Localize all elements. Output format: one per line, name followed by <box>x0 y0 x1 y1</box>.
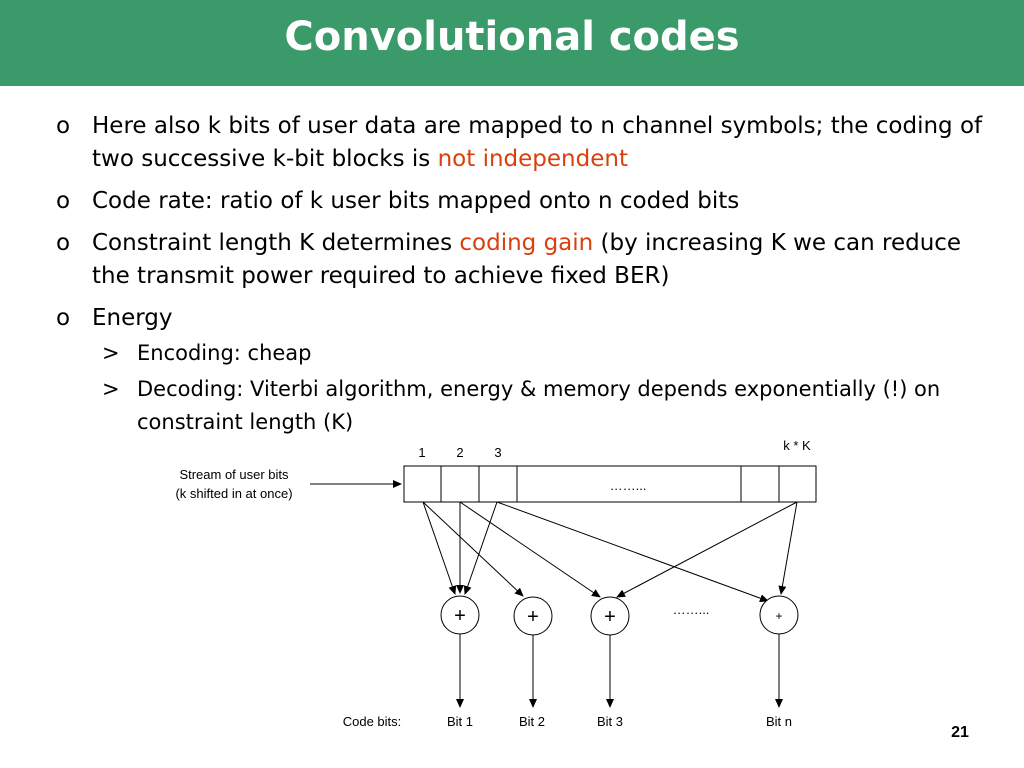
output-bit-label: Bit n <box>765 714 793 729</box>
highlight-text: not independent <box>437 146 628 172</box>
bullet-text: Energy <box>92 305 173 331</box>
adder-symbol: + <box>454 605 466 627</box>
adder-symbol: + <box>604 606 616 628</box>
code-bits-label: Code bits: <box>342 714 402 729</box>
slide-title: Convolutional codes <box>284 14 740 60</box>
cell-label-last: k * K <box>783 438 811 453</box>
bullet-text: Constraint length K determines <box>92 230 460 256</box>
bullet-text: Code rate: ratio of k user bits mapped onto n coded bits <box>92 188 740 214</box>
bullet-marker: o <box>56 305 71 331</box>
adder-symbol: + <box>775 609 783 623</box>
output-bit-label: Bit 2 <box>518 714 546 729</box>
cell-label-2: 2 <box>456 445 464 460</box>
sub-bullet-marker: > <box>102 377 120 401</box>
tap-line <box>423 502 455 594</box>
highlight-text: coding gain <box>459 230 594 256</box>
output-bit-label: Bit 3 <box>596 714 624 729</box>
tap-line <box>423 502 523 596</box>
bullet-text: Here also k bits of user data are mapped to n channel symbols; the coding of two successive k-bit blocks is <box>92 113 983 172</box>
sub-bullet-marker: > <box>102 341 120 365</box>
adder-ellipsis: ……... <box>672 602 710 617</box>
input-stream-sublabel: (k shifted in at once) <box>175 486 293 501</box>
bullet-marker: o <box>56 230 71 256</box>
cell-label-3: 3 <box>494 445 502 460</box>
output-bit-label: Bit 1 <box>446 714 474 729</box>
register-ellipsis: ……... <box>609 478 647 493</box>
bullet-marker: o <box>56 188 71 214</box>
sub-bullet-text: Encoding: cheap <box>137 341 312 365</box>
cell-label-1: 1 <box>418 445 426 460</box>
adder-symbol: + <box>527 606 539 628</box>
tap-line <box>617 502 797 597</box>
tap-line <box>781 502 797 594</box>
tap-line <box>497 502 768 601</box>
bullet-text: (by increasing K we can reduce the transmit power required to achieve fixed BER) <box>92 230 962 289</box>
input-stream-label: Stream of user bits <box>179 467 289 482</box>
sub-bullet-text: Decoding: Viterbi algorithm, energy & memory depends exponentially (!) on constraint length (K) <box>137 377 941 434</box>
bullet-marker: o <box>56 113 71 139</box>
page-number: 21 <box>951 724 969 741</box>
